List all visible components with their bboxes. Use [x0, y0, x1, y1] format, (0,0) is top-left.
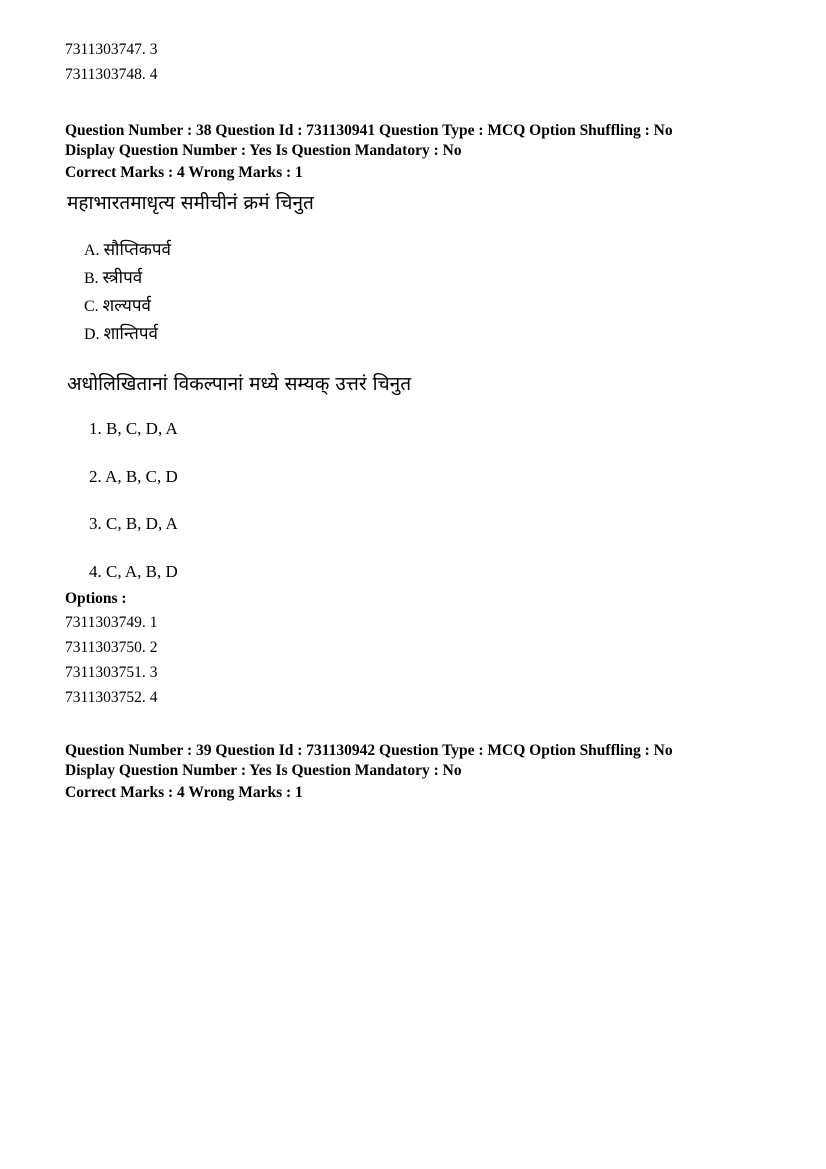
option-row: [65, 639, 157, 657]
option-number: 2: [149, 639, 158, 656]
question-meta-line: Question Number : 39 Question Id : 731130942 Question Type : MCQ Option Shuffling : No: [65, 742, 673, 759]
question-marks-line: Correct Marks : 4 Wrong Marks : 1: [65, 784, 303, 801]
option-id: 7311303750.: [65, 639, 146, 656]
question-text: महाभारतमाधृत्य समीचीनं क्रमं चिनुत: [67, 192, 314, 214]
option-row: [65, 664, 157, 682]
item-text: स्त्रीपर्व: [102, 268, 143, 288]
question-display-line: Display Question Number : Yes Is Question Mandatory : No: [65, 142, 462, 159]
prev-option-2: [65, 66, 157, 84]
question-meta-line: Question Number : 38 Question Id : 731130941 Question Type : MCQ Option Shuffling : No: [65, 122, 673, 139]
question-display-line: Display Question Number : Yes Is Question Mandatory : No: [65, 762, 462, 779]
item-text: सौप्तिकपर्व: [103, 240, 171, 260]
prev-option-1: [65, 41, 157, 59]
option-number: 1: [149, 614, 158, 631]
option-id: 7311303752.: [65, 689, 146, 706]
options-label: Options :: [65, 590, 127, 607]
question-39-header: [65, 741, 673, 803]
answer-choice-2: 2. A, B, C, D: [89, 467, 178, 486]
option-id: 7311303749.: [65, 614, 146, 631]
answer-choice-3: 3. C, B, D, A: [89, 514, 178, 533]
option-id: 7311303747.: [65, 41, 146, 58]
answer-choice-1: 1. B, C, D, A: [89, 419, 178, 438]
question-item-c: [84, 293, 151, 316]
item-letter: B.: [84, 270, 99, 287]
question-item-d: [84, 321, 158, 344]
item-text: शल्यपर्व: [102, 296, 151, 316]
option-row: [65, 689, 157, 707]
item-letter: D.: [84, 326, 100, 343]
option-number: 3: [149, 664, 158, 681]
option-number: 4: [149, 689, 158, 706]
option-id: 7311303751.: [65, 664, 146, 681]
instruction-text: अधोलिखितानां विकल्पानां मध्ये सम्यक् उत्तरं चिनुत: [67, 373, 412, 395]
question-item-a: [84, 237, 171, 260]
option-number: 4: [149, 66, 158, 83]
item-letter: C.: [84, 298, 99, 315]
option-number: 3: [149, 41, 158, 58]
option-row: [65, 614, 157, 632]
question-marks-line: Correct Marks : 4 Wrong Marks : 1: [65, 164, 303, 181]
item-letter: A.: [84, 242, 100, 259]
option-id: 7311303748.: [65, 66, 146, 83]
item-text: शान्तिपर्व: [103, 324, 158, 344]
question-item-b: [84, 265, 142, 288]
answer-choice-4: 4. C, A, B, D: [89, 562, 178, 581]
question-38-header: [65, 121, 673, 183]
